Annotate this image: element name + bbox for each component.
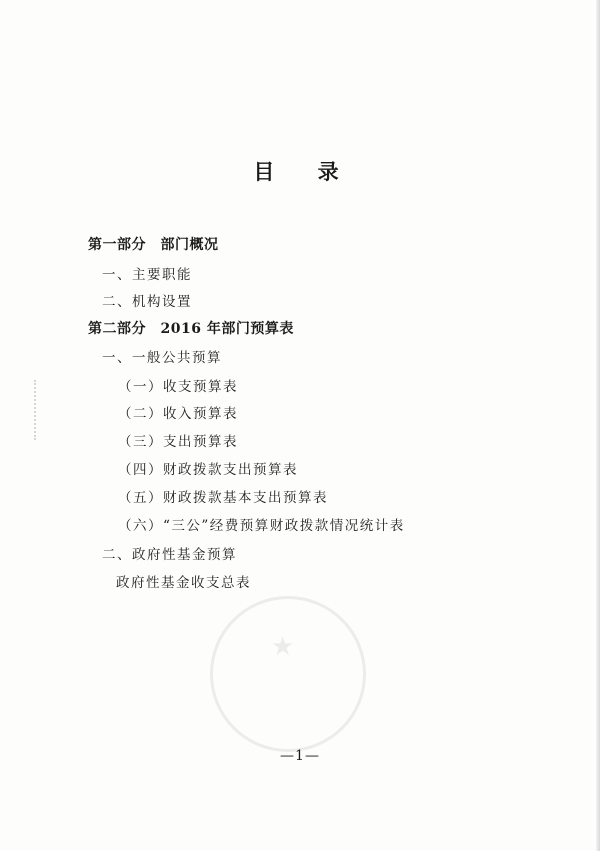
toc-part-1: 第一部分 部门概况 [88, 237, 219, 253]
toc-part-2: 第二部分 2016 年部门预算表 [88, 321, 294, 337]
faint-seal [210, 596, 366, 752]
toc-subitem: （一）收支预算表 [118, 379, 238, 395]
toc-subitem: （四）财政拨款支出预算表 [118, 462, 298, 478]
toc-subitem: （三）支出预算表 [118, 434, 238, 450]
toc-subitem: （二）收入预算表 [118, 406, 238, 422]
scan-edge [596, 0, 600, 851]
margin-mark [34, 380, 42, 440]
toc-section-gov-fund-budget: 二、政府性基金预算 [102, 547, 237, 563]
toc-section-general-budget: 一、一般公共预算 [102, 350, 222, 366]
toc-subitem: （六）“三公”经费预算财政拨款情况统计表 [118, 518, 405, 534]
toc-subitem: （五）财政拨款基本支出预算表 [118, 490, 328, 506]
page-title: 目 录 [253, 159, 357, 184]
toc-item-gov-fund-summary: 政府性基金收支总表 [116, 575, 251, 591]
toc-item-org-setup: 二、机构设置 [102, 294, 192, 310]
page-number: —1— [280, 748, 320, 764]
seal-star-icon: ★ [271, 632, 295, 662]
toc-item-main-functions: 一、主要职能 [102, 267, 192, 283]
